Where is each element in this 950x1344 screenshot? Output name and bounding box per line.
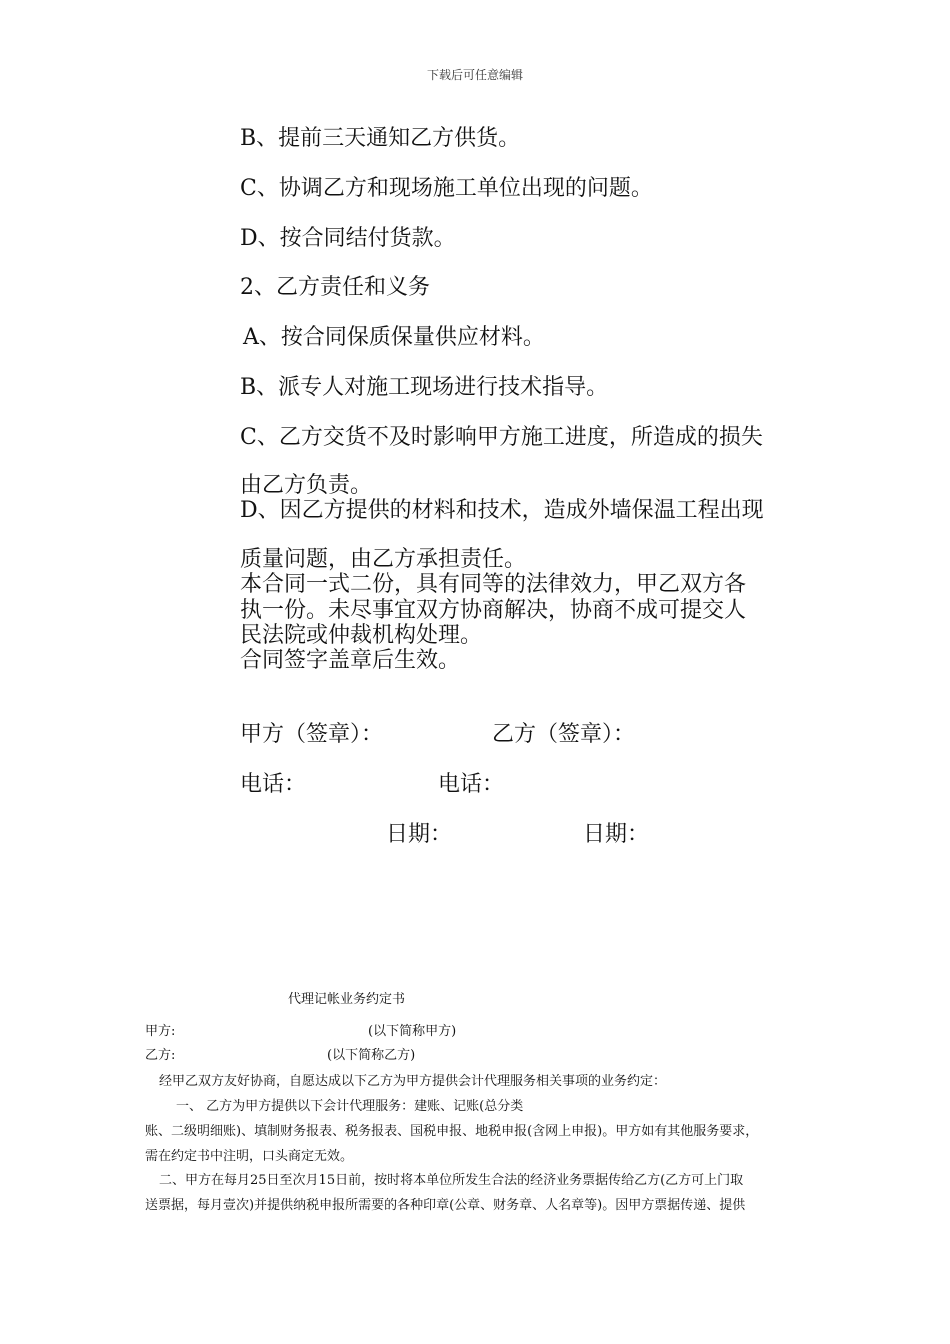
- clause-c-delay-line2: 由乙方负责。: [240, 473, 373, 498]
- agreement-item2-line2: 送票据，每月壹次)并提供纳税申报所需要的各种印章(公章、财务章、人名章等)。因甲方票据传递、提供: [145, 1198, 746, 1213]
- page-header: 下载后可任意编辑: [426, 68, 523, 82]
- clause-a-supply: A、按合同保质保量供应材料。: [243, 325, 545, 350]
- party-a-seal-label: 甲方（签章）：: [240, 722, 384, 747]
- agreement-intro: 经甲乙双方友好协商，自愿达成以下乙方为甲方提供会计代理服务相关事项的业务约定：: [159, 1074, 667, 1089]
- contract-copies-line3: 民法院或仲裁机构处理。: [240, 623, 483, 648]
- party-a-date-label: 日期：: [386, 822, 453, 847]
- clause-c-coordinate: C、协调乙方和现场施工单位出现的问题。: [240, 176, 653, 201]
- section-heading-party-b: 2、乙方责任和义务: [240, 275, 430, 300]
- party-b-seal-label: 乙方（签章）：: [492, 722, 636, 747]
- party-a-phone-label: 电话：: [240, 772, 307, 797]
- clause-d-payment: D、按合同结付货款。: [240, 226, 456, 251]
- party-a-label: 甲方:: [145, 1024, 176, 1039]
- agreement-title: 代理记帐业务约定书: [288, 992, 406, 1007]
- party-a-note: (以下简称甲方): [368, 1024, 457, 1039]
- agreement-item1-line1: 一、 乙方为甲方提供以下会计代理服务：建账、记账(总分类: [176, 1099, 524, 1114]
- clause-b-guidance: B、派专人对施工现场进行技术指导。: [240, 375, 609, 400]
- clause-d-quality-line1: D、因乙方提供的材料和技术，造成外墙保温工程出现: [240, 498, 764, 523]
- party-b-label: 乙方:: [145, 1048, 176, 1063]
- agreement-item1-line2: 账、二级明细账)、填制财务报表、税务报表、国税申报、地税申报(含网上申报)。甲方如有其他服务要求，: [145, 1124, 759, 1139]
- party-b-note: (以下简称乙方): [327, 1048, 416, 1063]
- contract-effective: 合同签字盖章后生效。: [240, 648, 461, 673]
- agreement-item1-line3: 需在约定书中注明，口头商定无效。: [145, 1149, 354, 1164]
- clause-c-delay-line1: C、乙方交货不及时影响甲方施工进度，所造成的损失: [240, 425, 763, 450]
- party-b-phone-label: 电话：: [438, 772, 505, 797]
- contract-copies-line1: 本合同一式二份，具有同等的法律效力，甲乙双方各: [240, 572, 747, 597]
- clause-b-notify: B、提前三天通知乙方供货。: [240, 126, 521, 151]
- party-b-date-label: 日期：: [583, 822, 650, 847]
- contract-copies-line2: 执一份。未尽事宜双方协商解决，协商不成可提交人: [240, 598, 747, 623]
- agreement-item2-line1: 二、甲方在每月25日至次月15日前，按时将本单位所发生合法的经济业务票据传给乙方(乙方可上门取: [159, 1173, 744, 1188]
- clause-d-quality-line2: 质量问题，由乙方承担责任。: [240, 547, 527, 572]
